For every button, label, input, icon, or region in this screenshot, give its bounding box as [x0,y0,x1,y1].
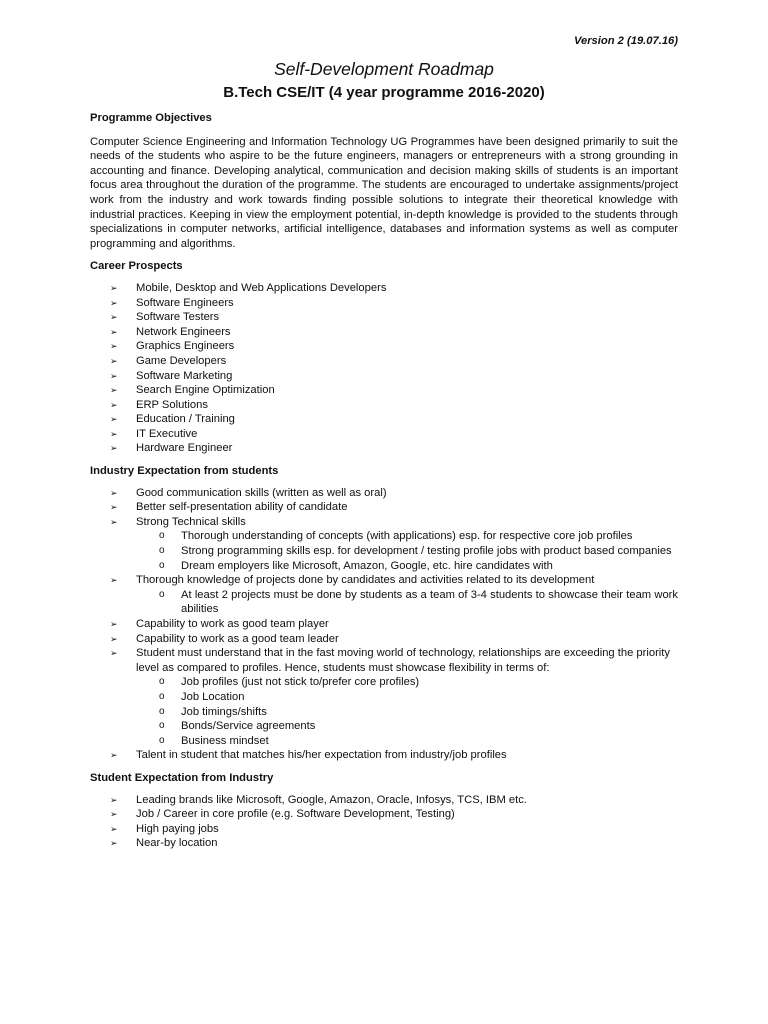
sub-list-item-text: Job profiles (just not stick to/prefer core profiles) [181,676,420,689]
sub-list-item [136,690,678,705]
career-heading: Career Prospects [90,260,183,273]
arrow-bullet-icon: ➢ [110,370,118,381]
arrow-bullet-icon: ➢ [110,750,118,761]
sub-list-item [136,559,678,574]
sub-list-item [136,734,678,749]
sub-list-item [136,529,678,544]
list-item [90,500,678,515]
list-item [90,646,678,748]
arrow-bullet-icon: ➢ [110,575,118,586]
list-item [90,412,678,427]
circle-bullet-icon: o [159,545,165,557]
student-expectation-list [90,793,678,851]
list-item [90,369,678,384]
circle-bullet-icon: o [159,720,165,732]
sub-list-item [136,719,678,734]
circle-bullet-icon: o [159,705,165,717]
sub-list-item-text: Business mindset [181,734,269,747]
arrow-bullet-icon: ➢ [110,823,118,834]
sub-list-item-text: Job Location [181,690,245,703]
list-item [90,398,678,413]
list-item [90,354,678,369]
circle-bullet-icon: o [159,676,165,688]
list-item-text: Software Engineers [136,296,234,309]
list-item-text: Near-by location [136,837,218,850]
sub-list-item [136,675,678,690]
list-item-text: Talent in student that matches his/her expectation from industry/job profiles [136,749,507,762]
document-subtitle: B.Tech CSE/IT (4 year programme 2016-2020) [223,84,545,101]
arrow-bullet-icon: ➢ [110,443,118,454]
list-item-text: ERP Solutions [136,398,208,411]
list-item [90,632,678,647]
arrow-bullet-icon: ➢ [110,326,118,337]
list-item-text: Thorough knowledge of projects done by candidates and activities related to its development [136,574,595,587]
arrow-bullet-icon: ➢ [110,341,118,352]
sub-list-item-text: Thorough understanding of concepts (with applications) esp. for respective core job profiles [181,530,633,543]
list-item [90,822,678,837]
list-item-text: Strong Technical skills [136,515,246,528]
list-item [90,427,678,442]
list-item [90,807,678,822]
circle-bullet-icon: o [159,588,165,600]
sub-list-item-text: Job timings/shifts [181,705,267,718]
version-label: Version 2 (19.07.16) [573,35,678,47]
list-item-text: High paying jobs [136,822,219,835]
list-item-text: Game Developers [136,354,227,367]
list-item [90,486,678,501]
circle-bullet-icon: o [159,734,165,746]
list-item [90,441,678,456]
list-item-text: Student must understand that in the fast moving world of technology, relationships are exceeding the priority level as compared to profiles. Hence, students must showcase flexibility in terms of: [136,647,670,674]
list-item-text: Software Testers [136,311,220,324]
sub-list-item [136,588,678,617]
list-item-text: Software Marketing [136,369,233,382]
industry-heading: Industry Expectation from students [90,465,279,478]
list-item-text: Better self-presentation ability of candidate [136,501,348,514]
list-item [90,793,678,808]
sub-list-item [136,705,678,720]
list-item [90,296,678,311]
list-item-text: Network Engineers [136,325,231,338]
list-item-text: IT Executive [136,427,198,440]
list-item [90,748,678,763]
list-item-text: Leading brands like Microsoft, Google, Amazon, Oracle, Infosys, TCS, IBM etc. [136,793,527,806]
arrow-bullet-icon: ➢ [110,502,118,513]
arrow-bullet-icon: ➢ [110,297,118,308]
list-item-text: Education / Training [136,413,235,426]
sub-list-item [136,544,678,559]
arrow-bullet-icon: ➢ [110,794,118,805]
list-item [90,573,678,617]
list-item-text: Job / Career in core profile (e.g. Software Development, Testing) [136,808,455,821]
sub-list-item-text: At least 2 projects must be done by students as a team of 3-4 students to showcase their team work abilities [181,588,678,616]
document-title: Self-Development Roadmap [274,59,494,79]
arrow-bullet-icon: ➢ [110,838,118,849]
circle-bullet-icon: o [159,559,165,571]
objectives-paragraph: Computer Science Engineering and Information Technology UG Programmes have been designed primarily to suit the needs of the students who aspire to be the future engineers, managers or entrepreneurs with a strong grounding in accounting and finance. Developing analytical, communication and decision making skills of students is an important focus area throughout the duration of the programme. The students are encouraged to undertake assignments/project work from the industry and work towards finding possible solutions to integrate their theoretical knowledge with industrial practices. Keeping in view the employment potential, in-depth knowledge is provided to the students through specializations in computer networks, artificial intelligence, databases and information systems as well as computer programming and algorithms. [90,135,678,250]
arrow-bullet-icon: ➢ [110,355,118,366]
sub-list-item-text: Dream employers like Microsoft, Amazon, Google, etc. hire candidates with [181,559,553,572]
arrow-bullet-icon: ➢ [110,414,118,425]
career-list [90,281,678,456]
list-item [90,325,678,340]
sub-list [136,529,678,573]
arrow-bullet-icon: ➢ [110,619,118,629]
list-item [90,339,678,354]
list-item [90,836,678,851]
list-item [90,281,678,296]
sub-list-item-text: Bonds/Service agreements [181,720,316,733]
list-item-text: Capability to work as good team player [136,618,329,630]
list-item [90,310,678,325]
list-item-text: Hardware Engineer [136,442,233,455]
arrow-bullet-icon: ➢ [110,487,118,498]
arrow-bullet-icon: ➢ [110,428,118,439]
circle-bullet-icon: o [159,690,165,702]
arrow-bullet-icon: ➢ [110,312,118,323]
objectives-heading: Programme Objectives [90,112,212,124]
arrow-bullet-icon: ➢ [110,399,118,410]
arrow-bullet-icon: ➢ [110,633,118,644]
list-item-text: Mobile, Desktop and Web Applications Developers [136,281,387,294]
list-item-text: Good communication skills (written as well as oral) [136,486,387,499]
list-item [90,515,678,573]
sub-list [136,675,678,748]
list-item-text: Graphics Engineers [136,340,235,353]
industry-expectation-list [90,486,678,763]
sub-list-item-text: Strong programming skills esp. for development / testing profile jobs with product based companies [181,545,672,558]
document-body [90,111,678,859]
arrow-bullet-icon: ➢ [110,648,118,659]
list-item-text: Search Engine Optimization [136,384,275,397]
arrow-bullet-icon: ➢ [110,809,118,820]
circle-bullet-icon: o [159,530,165,542]
list-item [90,617,678,632]
list-item [90,383,678,398]
sub-list [136,588,678,617]
student-heading: Student Expectation from Industry [90,771,274,784]
arrow-bullet-icon: ➢ [110,385,118,396]
arrow-bullet-icon: ➢ [110,516,118,527]
arrow-bullet-icon: ➢ [110,282,118,293]
list-item-text: Capability to work as a good team leader [136,632,339,645]
